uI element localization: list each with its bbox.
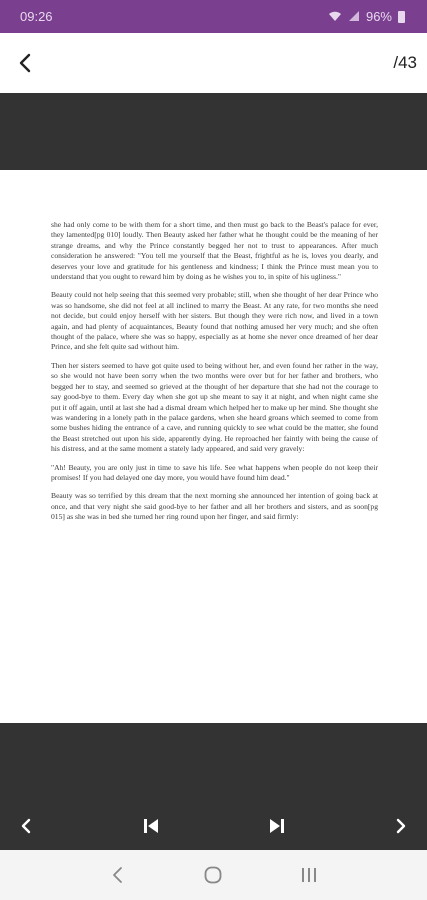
status-bar <box>0 0 427 33</box>
signal-icon <box>348 10 360 24</box>
status-indicators <box>328 9 405 24</box>
nav-back-button[interactable] <box>98 855 138 895</box>
paragraph: "Ah! Beauty, you are only just in time to save his life. See what happens when people do not keep their promises! If you had delayed one day more, you would have found him dead." <box>51 462 378 482</box>
paragraph: she had only come to be with them for a short time, and then must go back to the Beast's palace for ever, they lamented[pg 010] loudly. Then Beauty asked her father what he thought could be the meaning of her strange dreams, and why the Prince constantly begged her not to trust to appearances. After much consideration he answered: "You tell me yourself that the Beast, frightful as he is, loves you dearly, and deserves your love and gratitude for his gentleness and kindness; I think the Prince must mean you to understand that you ought to reward him by doing as he wishes you to, in spite of his ugliness." <box>51 220 378 282</box>
battery-percent: 96% <box>365 9 392 24</box>
page-count: /43 <box>393 53 417 72</box>
wifi-icon <box>328 10 342 24</box>
paragraph: Beauty was so terrified by this dream that the next morning she announced her intention of going back at once, and that very night she said good-bye to her father and all her brothers and sisters, and as soon[pg 015] as she was in bed she turned her ring round upon her finger, and said firmly: <box>51 491 378 522</box>
chevron-right-icon <box>393 818 409 834</box>
app-bar <box>0 33 427 93</box>
skip-next-icon <box>267 817 287 835</box>
reader-top-margin <box>0 93 427 170</box>
skip-previous-icon <box>141 817 161 835</box>
chevron-left-icon <box>111 866 125 884</box>
status-time: 09:26 <box>20 9 53 24</box>
previous-page-button[interactable] <box>6 806 46 846</box>
chevron-left-icon <box>18 818 34 834</box>
page-text <box>51 220 378 531</box>
last-page-button[interactable] <box>257 806 297 846</box>
paragraph: Beauty could not help seeing that this seemed very probable; still, when she thought of her dear Prince who was so handsome, she did not feel at all inclined to marry the Beast. At any rate, for two months she need not decide, but could enjoy herself with her sisters. But though they were rich now, and lived in a town again, and had plenty of acquaintances, Beauty found that nothing amused her very much; and she often thought of the palace, where she was so happy, especially as at home she never once dreamed of her dear Prince, and she felt quite sad without him. <box>51 290 378 352</box>
home-circle-icon <box>203 865 223 885</box>
back-button[interactable] <box>12 49 40 77</box>
paragraph: Then her sisters seemed to have got quite used to being without her, and even found her rather in the way, so she would not have been sorry when the two months were over but for her father and brothers, who begged her to stay, and seemed so grieved at the thought of her departure that she had not the courage to say good-bye to them. Every day when she got up she meant to say it at night, and when night came she put it off again, until at last she had a dismal dream which helped her to make up her mind. She thought she was wandering in a lonely path in the palace gardens, when she heard groans which seemed to come from some bushes hiding the entrance of a cave, and running quickly to see what could be the matter, she found the Beast stretched out upon his side, apparently dying. He reproached her faintly with being the cause of his distress, and at the same moment a stately lady appeared, and said very gravely: <box>51 360 378 454</box>
book-page[interactable] <box>0 170 427 723</box>
first-page-button[interactable] <box>131 806 171 846</box>
nav-recents-button[interactable] <box>289 855 329 895</box>
battery-icon <box>398 11 405 23</box>
reader-controls <box>0 805 427 847</box>
recents-icon <box>299 866 319 884</box>
system-nav-bar <box>0 850 427 900</box>
next-page-button[interactable] <box>381 806 421 846</box>
chevron-left-icon <box>15 52 37 74</box>
nav-home-button[interactable] <box>193 855 233 895</box>
